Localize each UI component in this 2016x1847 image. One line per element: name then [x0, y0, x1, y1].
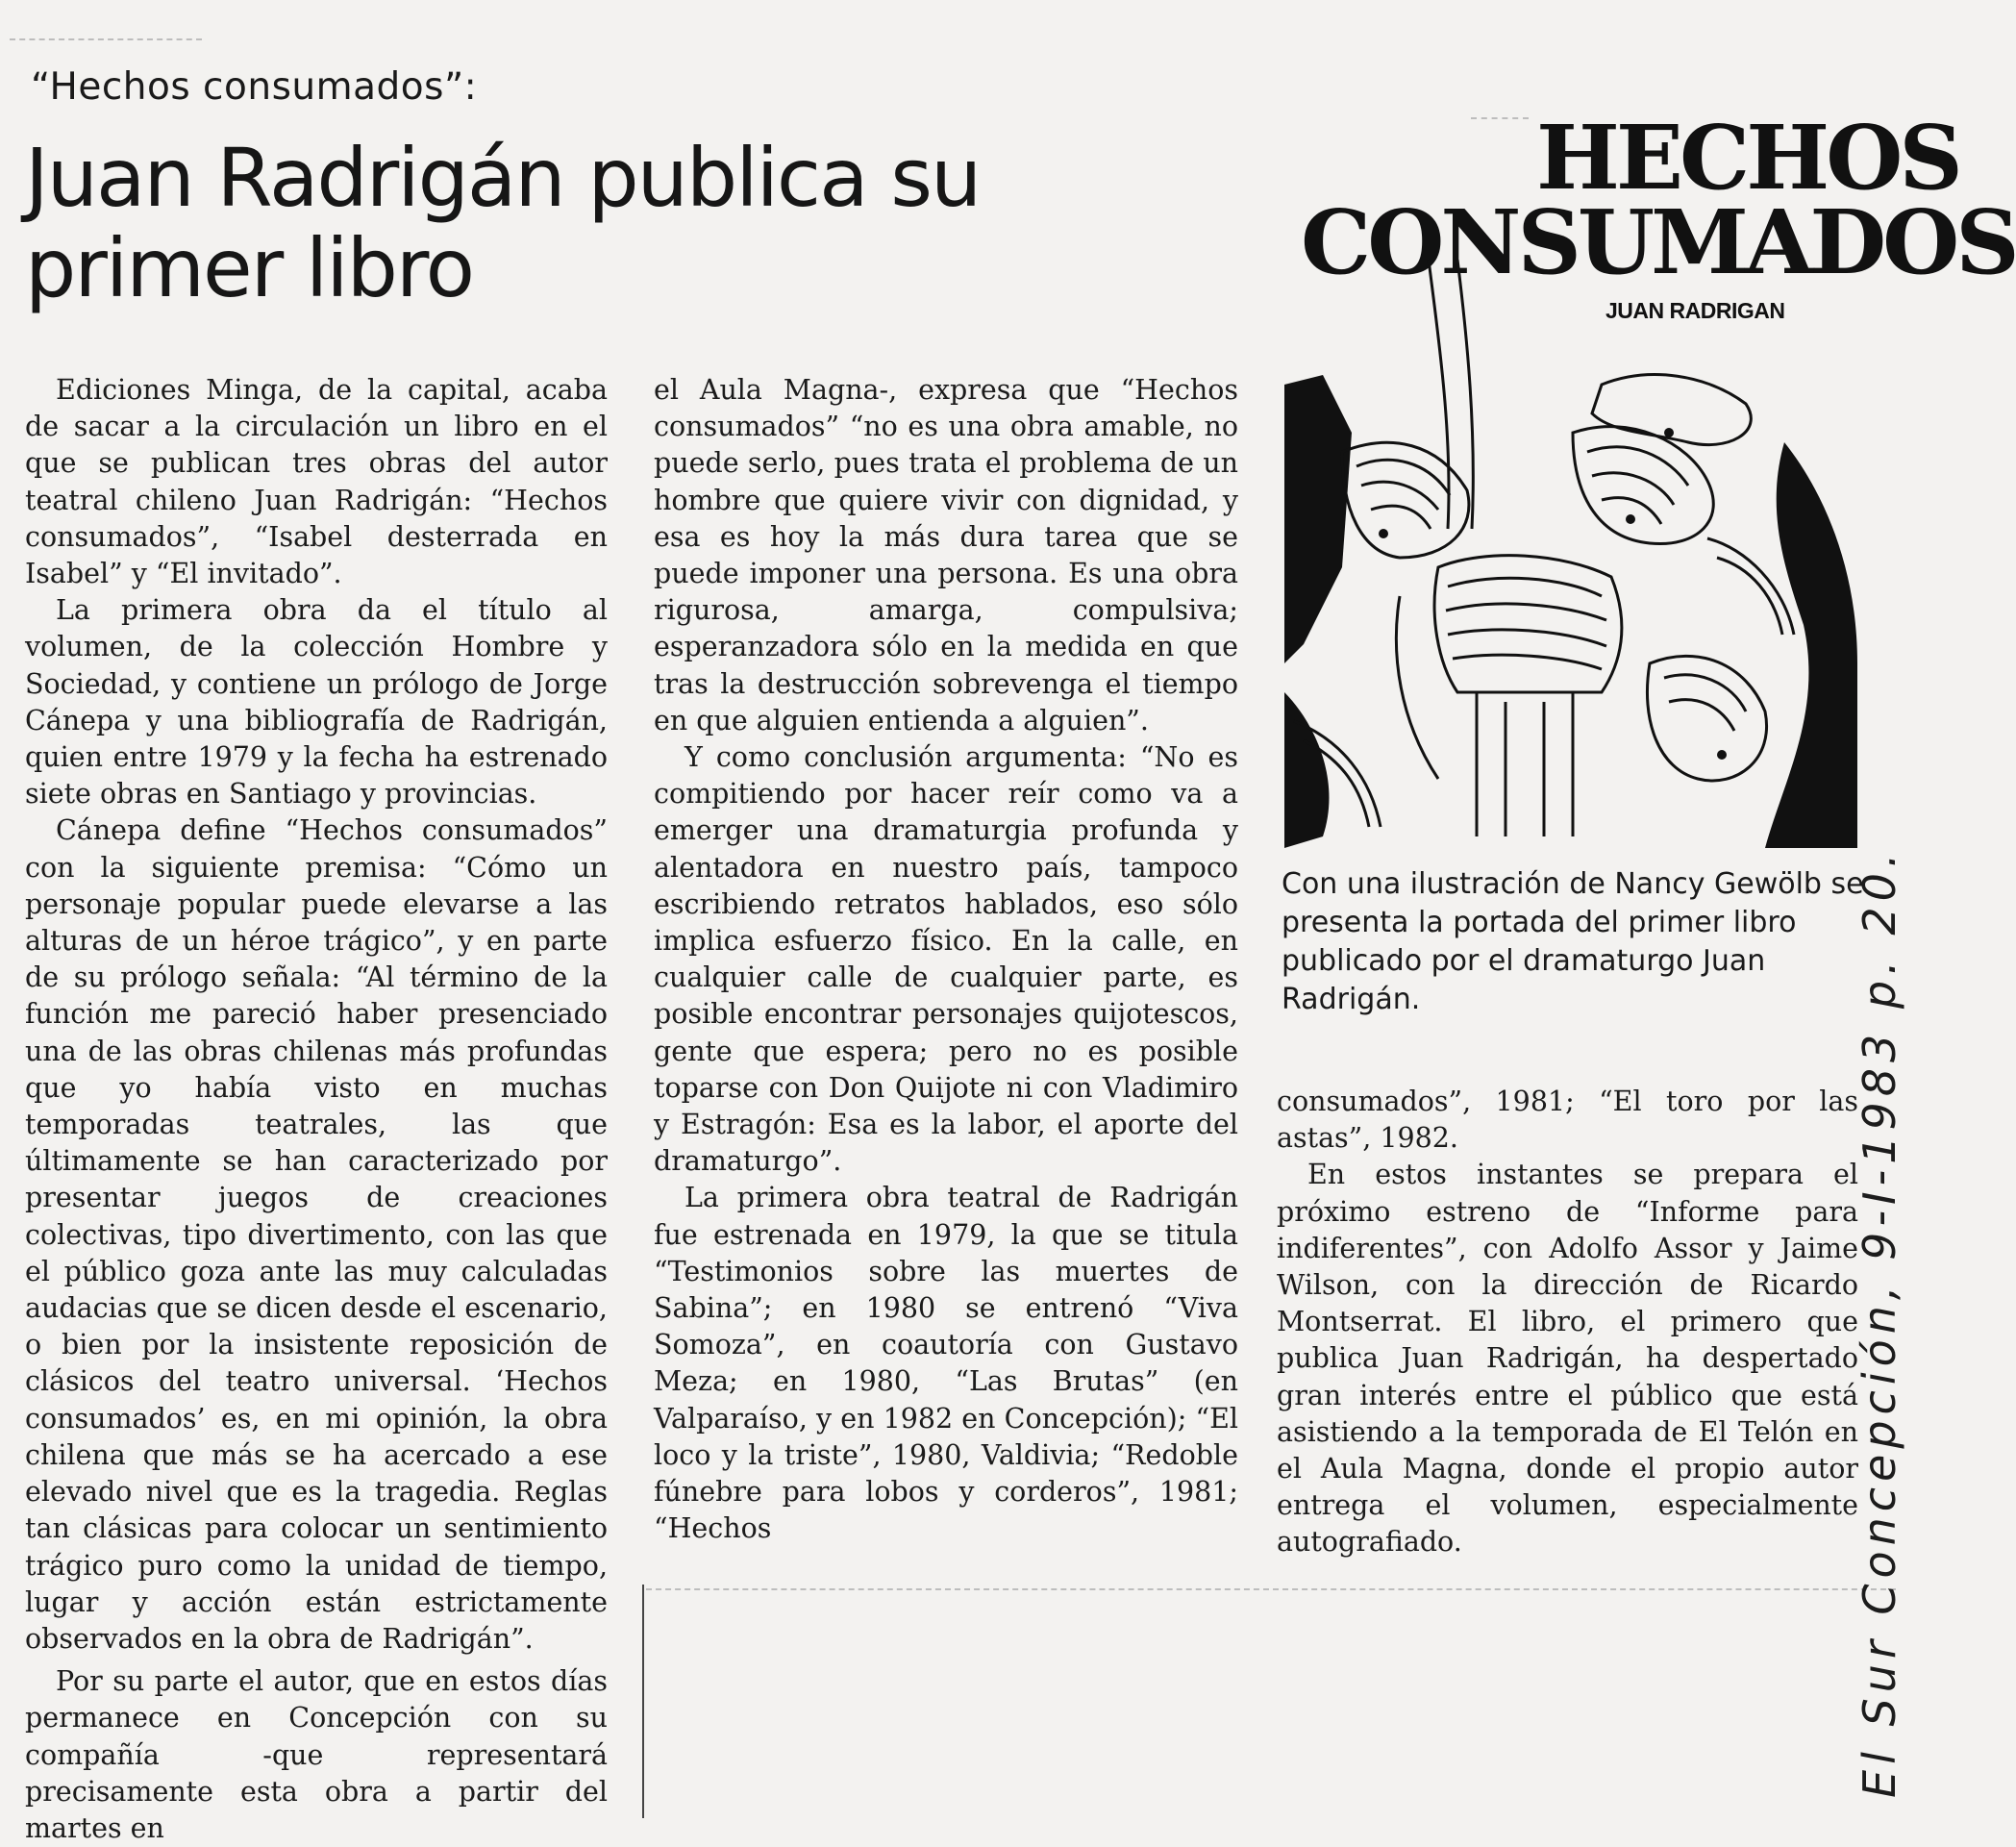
paragraph: consumados”, 1981; “El toro por las astas”, 1982.	[1277, 1086, 1858, 1155]
cover-author: JUAN RADRIGAN	[1605, 298, 1785, 323]
handwritten-source-note: El Sur Concepción, 9-I-1983 p. 20.	[1854, 847, 1905, 1798]
paragraph: Por su parte el autor, que en estos días permanece en Concepción con su compañía -que representará precisamente esta obra a partir del martes en	[25, 1665, 608, 1844]
cover-caption: Con una ilustración de Nancy Gewölb se presenta la portada del primer libro publicado por el dramaturgo Juan Radrigán.	[1282, 867, 1864, 1016]
paragraph: Cánepa define “Hechos consumados” con la siguiente premisa: “Cómo un personaje popular puede elevarse a las alturas de un héroe trágico”, y en parte de su prólogo señala: “Al término de la función me pareció haber presenciado una de las obras chilenas más profundas que yo había visto en muchas temporadas teatrales, las que últimamente se han caracterizado por presentar juegos de creaciones colectivas, tipo divertimento, con las que el público goza ante las muy calculadas audacias que se dicen desde el escenario, o bien por la insistente reposición de clásicos del teatro universal. ‘Hechos consumados’ es, en mi opinión, la obra chilena que más se ha acercado a ese elevado nivel que es la tragedia. Reglas tan clásicas para colocar un sentimiento trágico puro como la unidad de tiempo, lugar y acción están estrictamente observados en la obra de Radrigán”.	[25, 814, 608, 1655]
article-kicker: “Hechos consumados”:	[31, 65, 478, 109]
paragraph: Ediciones Minga, de la capital, acaba de sacar a la circulación un libro en el que se publican tres obras del autor teatral chileno Juan Radrigán: “Hechos consumados”, “Isabel desterrada en Isabel” y “El invitado”.	[25, 374, 608, 590]
article-column-3	[1277, 1084, 1858, 1561]
article-column-2	[654, 372, 1238, 1548]
paragraph: La primera obra da el título al volumen, de la colección Hombre y Sociedad, y contiene un prólogo de Jorge Cánepa y una bibliografía de Radrigán, quien entre 1979 y la fecha ha estrenado siete obras en Santiago y provincias.	[25, 594, 608, 811]
top-border-rule	[10, 38, 202, 40]
paragraph: el Aula Magna-, expresa que “Hechos consumados” “no es una obra amable, no puede serlo, pues trata el problema de un hombre que quiere vivir con dignidad, y esa es hoy la más dura tarea que se puede imponer una persona. Es una obra rigurosa, amarga, compulsiva; esperanzadora sólo en la medida en que tras la destrucción sobrevenga el tiempo en que alguien entienda a alguien”.	[654, 374, 1238, 736]
column-rule	[642, 1585, 644, 1818]
paragraph: La primera obra teatral de Radrigán fue estrenada en 1979, la que se titula “Testimonios sobre las muertes de Sabina”; en 1980 se entrenó “Viva Somoza”, en coautoría con Gustavo Meza; en 1980, “Las Brutas” (en Valparaíso, y en 1982 en Concepción); “El loco y la triste”, 1980, Valdivia; “Redoble fúnebre para lobos y corderos”, 1981; “Hechos	[654, 1182, 1238, 1545]
top-border-rule	[1471, 117, 1529, 119]
cover-illustration	[1284, 375, 1857, 848]
cover-title-line2: CONSUMADOS	[1301, 190, 2016, 294]
paragraph: Y como conclusión argumenta: “No es compitiendo por hacer reír como va a emerger una dramaturgia profunda y alentadora en nuestro país, tampoco escribiendo retratos hablados, eso sólo implica esfuerzo físico. En la calle, en cualquier calle de cualquier parte, es posible encontrar personajes quijotescos, gente que espera; pero no es posible toparse con Don Quijote ni con Vladimiro y Estragón: Esa es la labor, el aporte del dramaturgo”.	[654, 741, 1238, 1178]
paragraph: En estos instantes se prepara el próximo estreno de “Informe para indiferentes”, con Adolfo Assor y Jaime Wilson, con la dirección de Ricardo Montserrat. El libro, el primero que publica Juan Radrigán, ha despertado gran interés entre el público que está asistiendo a la temporada de El Telón en el Aula Magna, donde el propio autor entrega el volumen, especialmente autografiado.	[1277, 1159, 1858, 1559]
bottom-border-rule	[646, 1588, 1896, 1590]
article-headline: Juan Radrigán publica su primer libro	[25, 131, 981, 315]
article-column-1	[25, 372, 608, 1847]
cover-title-line1: HECHOS	[1536, 106, 1959, 210]
